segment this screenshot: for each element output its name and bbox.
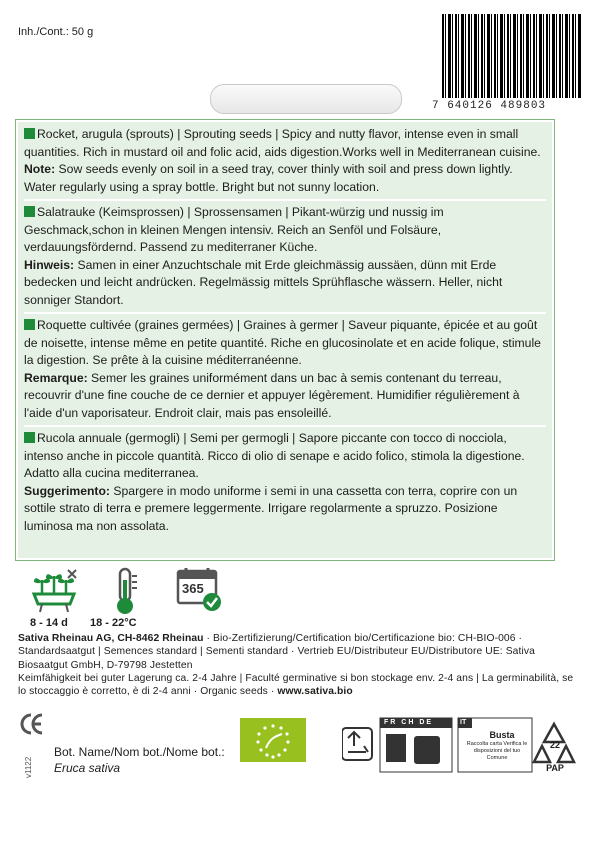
- calendar-label: 365: [182, 581, 204, 596]
- green-square-icon: [24, 128, 35, 139]
- barcode-number: 7 640126 489803: [432, 100, 547, 112]
- section-intro: Rocket, arugula (sprouts) | Sprouting seeds | Spicy and nutty flavor, intense even in small quantities. Rich in mustard oil and folic acid, aids digestion.Works well in Mediterranean cuisine.: [24, 127, 541, 159]
- section-italian: [24, 425, 546, 538]
- botanical-label: Bot. Name/Nom bot./Nome bot.:: [54, 745, 225, 759]
- busta-note: Raccolta carta Verifica le disposizioni del tuo Comune: [466, 741, 528, 761]
- section-german: [24, 199, 546, 312]
- barcode: [432, 14, 584, 116]
- it-code: IT: [460, 719, 467, 726]
- section-text: Semer les graines uniformément dans un bac à semis contenant du terreau, recouvrir d'une fine couche de ce dernier et appuyer légèrement. Humidifier régulièrement à l'aide d'un vaporisateur. Endroit clair, mais pas ensoleillé.: [24, 370, 520, 420]
- thermometer-icon: [110, 566, 140, 621]
- company-name: Sativa Rheinau AG, CH-8462 Rheinau: [18, 633, 204, 644]
- section-label: Note:: [24, 162, 56, 176]
- website-link: www.sativa.bio: [277, 686, 353, 698]
- section-intro: Rucola annuale (germogli) | Semi per germogli | Sapore piccante con tocco di nocciola, intenso anche in piccole quantità. Ricco di olio di senape e acido folico, stimola la digestione. Adatto alla cucina mediterranea.: [24, 431, 525, 480]
- barcode-bars: [442, 14, 582, 98]
- section-intro: Salatrauke (Keimsprossen) | Sprossensamen | Pikant-würzig und nussig im Geschmack,schon in kleinen Mengen intensiv. Reich an Senföl und Folsäure, verdauungsfördernd. Passend zu mediterraner Küche.: [24, 205, 444, 254]
- pap-number: 22: [549, 740, 560, 750]
- section-label: Hinweis:: [24, 257, 75, 272]
- recycling-labels: [342, 716, 582, 781]
- green-square-icon: [24, 206, 35, 217]
- section-label: Suggerimento:: [24, 483, 110, 498]
- description-panel: [16, 120, 554, 560]
- section-intro: Roquette cultivée (graines germées) | Graines à germer | Saveur piquante, épicée et au goût de noisette, intense même en petite quantité. Riche en glucosinolate et en acide folique, stimule la digestion. Se prête à la cuisine méditerranéenne.: [24, 318, 541, 367]
- temperature-label: 18 - 22°C: [90, 617, 137, 629]
- sprouts-tray-icon: [28, 566, 80, 619]
- busta-label: Busta: [489, 730, 515, 740]
- eu-organic-logo-icon: [240, 718, 306, 762]
- green-square-icon: [24, 432, 35, 443]
- certification-text: · Bio-Zertifizierung/Certification bio/Certificazione bio: CH-BIO-006 · Standardsaatgut | Semences standard | Sementi standard · Vertrieb EU/Distributeur EU/Distributore UE: Sativa Biosaatgut GmbH, D-79798 Jestetten: [18, 633, 535, 671]
- hanger-slot: [210, 84, 402, 114]
- ce-mark-icon: [20, 712, 44, 741]
- section-label: Remarque:: [24, 370, 88, 385]
- company-info: [18, 632, 578, 698]
- calendar-365-icon: [176, 566, 224, 619]
- section-text: Spargere in modo uniforme i semi in una cassetta con terra, coprire con un sottile strato di terra e premere leggermente. Irrigare regolarmente a spruzzo. Posizione luminosa ma non assolata.: [24, 483, 518, 533]
- germination-days-label: 8 - 14 d: [30, 617, 68, 629]
- section-french: [24, 312, 546, 425]
- botanical-name: [54, 744, 225, 776]
- net-content: Inh./Cont.: 50 g: [18, 26, 94, 38]
- section-text: Sow seeds evenly on soil in a seed tray, cover thinly with soil and press down lightly. Water regularly using a spray bottle. Bright but not sunny location.: [24, 162, 513, 194]
- germination-text: Keimfähigkeit bei guter Lagerung ca. 2-4 Jahre | Faculté germinative si bon stockage env. 2-4 ans | La germinabilità, se lo stoccaggio è corretto, è di 2-4 anni · Organic seeds ·: [18, 672, 574, 698]
- version-code: v1122: [24, 756, 33, 778]
- pap-label: PAP: [546, 763, 564, 773]
- green-square-icon: [24, 319, 35, 330]
- botanical-species: Eruca sativa: [54, 761, 121, 775]
- section-text: Samen in einer Anzuchtschale mit Erde gleichmässig aussäen, dünn mit Erde bedecken und leicht andrücken. Regelmässig mittels Sprühflasche wässern. Heller, nicht sonniger Standort.: [24, 257, 503, 307]
- section-english: [24, 126, 546, 199]
- country-flags: FR CH DE: [384, 719, 434, 726]
